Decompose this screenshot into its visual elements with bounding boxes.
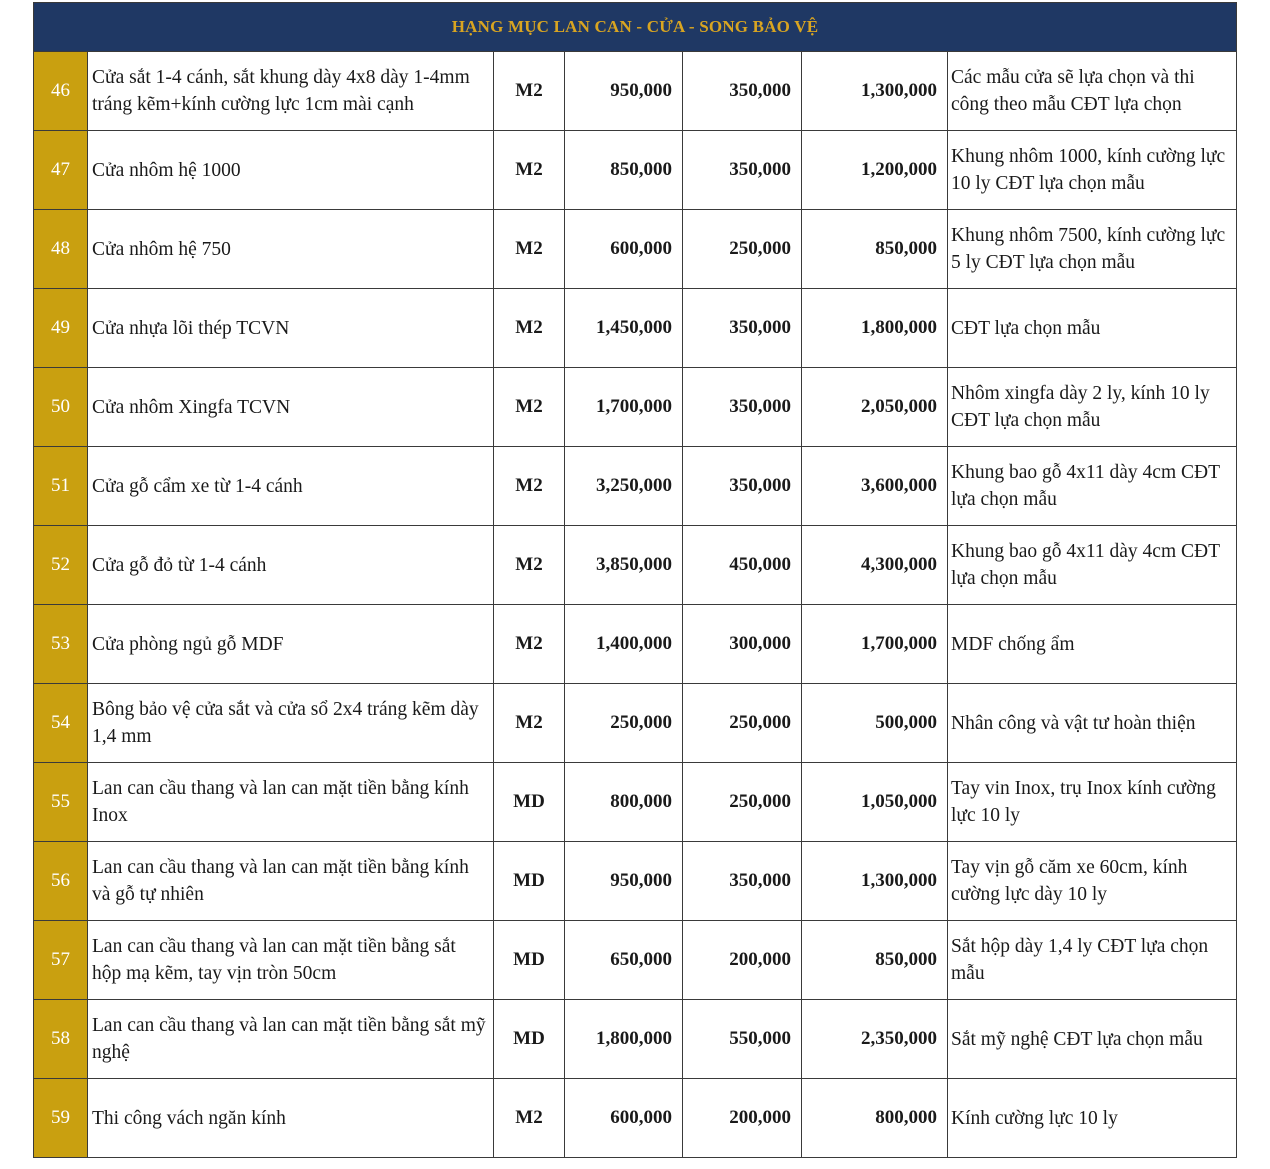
table-row: [34, 131, 1237, 210]
material-price: 950,000: [565, 842, 683, 921]
table-row: [34, 605, 1237, 684]
table-row: [34, 368, 1237, 447]
item-name: Lan can cầu thang và lan can mặt tiền bằng sắt mỹ nghệ: [88, 1000, 494, 1079]
total-price: 2,350,000: [802, 1000, 948, 1079]
labor-price: 300,000: [683, 605, 802, 684]
table-row: [34, 1079, 1237, 1158]
table-row: [34, 921, 1237, 1000]
table-row: [34, 1000, 1237, 1079]
item-name: Lan can cầu thang và lan can mặt tiền bằng sắt hộp mạ kẽm, tay vịn tròn 50cm: [88, 921, 494, 1000]
item-name: Cửa gỗ cẩm xe từ 1-4 cánh: [88, 447, 494, 526]
note: Sắt hộp dày 1,4 ly CĐT lựa chọn mẫu: [948, 921, 1237, 1000]
material-price: 600,000: [565, 210, 683, 289]
price-table: [33, 2, 1237, 1158]
labor-price: 350,000: [683, 131, 802, 210]
total-price: 1,800,000: [802, 289, 948, 368]
row-number: 48: [34, 210, 88, 289]
unit: M2: [494, 131, 565, 210]
table-row: [34, 210, 1237, 289]
unit: M2: [494, 52, 565, 131]
labor-price: 350,000: [683, 368, 802, 447]
total-price: 850,000: [802, 921, 948, 1000]
material-price: 1,400,000: [565, 605, 683, 684]
item-name: Cửa nhôm hệ 750: [88, 210, 494, 289]
note: Tay vin Inox, trụ Inox kính cường lực 10 ly: [948, 763, 1237, 842]
unit: MD: [494, 921, 565, 1000]
labor-price: 200,000: [683, 1079, 802, 1158]
item-name: Cửa nhôm hệ 1000: [88, 131, 494, 210]
table-row: [34, 447, 1237, 526]
total-price: 3,600,000: [802, 447, 948, 526]
material-price: 600,000: [565, 1079, 683, 1158]
row-number: 54: [34, 684, 88, 763]
material-price: 1,700,000: [565, 368, 683, 447]
row-number: 46: [34, 52, 88, 131]
note: Kính cường lực 10 ly: [948, 1079, 1237, 1158]
total-price: 4,300,000: [802, 526, 948, 605]
note: Nhôm xingfa dày 2 ly, kính 10 ly CĐT lựa chọn mẫu: [948, 368, 1237, 447]
unit: M2: [494, 526, 565, 605]
total-price: 1,200,000: [802, 131, 948, 210]
total-price: 800,000: [802, 1079, 948, 1158]
total-price: 1,700,000: [802, 605, 948, 684]
item-name: Bông bảo vệ cửa sắt và cửa sổ 2x4 tráng kẽm dày 1,4 mm: [88, 684, 494, 763]
total-price: 500,000: [802, 684, 948, 763]
item-name: Cửa gỗ đỏ từ 1-4 cánh: [88, 526, 494, 605]
total-price: 1,050,000: [802, 763, 948, 842]
row-number: 59: [34, 1079, 88, 1158]
material-price: 950,000: [565, 52, 683, 131]
material-price: 250,000: [565, 684, 683, 763]
unit: M2: [494, 684, 565, 763]
material-price: 850,000: [565, 131, 683, 210]
labor-price: 350,000: [683, 52, 802, 131]
total-price: 1,300,000: [802, 52, 948, 131]
labor-price: 250,000: [683, 763, 802, 842]
labor-price: 450,000: [683, 526, 802, 605]
row-number: 53: [34, 605, 88, 684]
note: MDF chống ẩm: [948, 605, 1237, 684]
note: Khung nhôm 7500, kính cường lực 5 ly CĐT lựa chọn mẫu: [948, 210, 1237, 289]
labor-price: 350,000: [683, 289, 802, 368]
table-row: [34, 684, 1237, 763]
item-name: Thi công vách ngăn kính: [88, 1079, 494, 1158]
unit: MD: [494, 1000, 565, 1079]
unit: MD: [494, 842, 565, 921]
note: CĐT lựa chọn mẫu: [948, 289, 1237, 368]
note: Nhân công và vật tư hoàn thiện: [948, 684, 1237, 763]
table-row: [34, 289, 1237, 368]
material-price: 3,850,000: [565, 526, 683, 605]
unit: M2: [494, 447, 565, 526]
item-name: Lan can cầu thang và lan can mặt tiền bằng kính Inox: [88, 763, 494, 842]
labor-price: 550,000: [683, 1000, 802, 1079]
row-number: 56: [34, 842, 88, 921]
item-name: Lan can cầu thang và lan can mặt tiền bằng kính và gỗ tự nhiên: [88, 842, 494, 921]
row-number: 49: [34, 289, 88, 368]
unit: M2: [494, 368, 565, 447]
row-number: 51: [34, 447, 88, 526]
note: Tay vịn gỗ căm xe 60cm, kính cường lực dày 10 ly: [948, 842, 1237, 921]
row-number: 50: [34, 368, 88, 447]
table-row: [34, 763, 1237, 842]
material-price: 3,250,000: [565, 447, 683, 526]
note: Sắt mỹ nghệ CĐT lựa chọn mẫu: [948, 1000, 1237, 1079]
unit: M2: [494, 1079, 565, 1158]
row-number: 57: [34, 921, 88, 1000]
labor-price: 250,000: [683, 684, 802, 763]
table-row: [34, 52, 1237, 131]
table-row: [34, 842, 1237, 921]
material-price: 800,000: [565, 763, 683, 842]
note: Khung bao gỗ 4x11 dày 4cm CĐT lựa chọn mẫu: [948, 447, 1237, 526]
table-row: [34, 526, 1237, 605]
row-number: 58: [34, 1000, 88, 1079]
row-number: 47: [34, 131, 88, 210]
table-header-row: [34, 3, 1237, 52]
unit: M2: [494, 210, 565, 289]
unit: M2: [494, 605, 565, 684]
material-price: 1,800,000: [565, 1000, 683, 1079]
item-name: Cửa phòng ngủ gỗ MDF: [88, 605, 494, 684]
material-price: 1,450,000: [565, 289, 683, 368]
unit: MD: [494, 763, 565, 842]
labor-price: 350,000: [683, 447, 802, 526]
note: Khung bao gỗ 4x11 dày 4cm CĐT lựa chọn mẫu: [948, 526, 1237, 605]
item-name: Cửa sắt 1-4 cánh, sắt khung dày 4x8 dày 1-4mm tráng kẽm+kính cường lực 1cm mài cạnh: [88, 52, 494, 131]
total-price: 850,000: [802, 210, 948, 289]
labor-price: 350,000: [683, 842, 802, 921]
row-number: 55: [34, 763, 88, 842]
unit: M2: [494, 289, 565, 368]
section-title: HẠNG MỤC LAN CAN - CỬA - SONG BẢO VỆ: [34, 3, 1237, 52]
item-name: Cửa nhôm Xingfa TCVN: [88, 368, 494, 447]
total-price: 2,050,000: [802, 368, 948, 447]
labor-price: 250,000: [683, 210, 802, 289]
material-price: 650,000: [565, 921, 683, 1000]
note: Các mẫu cửa sẽ lựa chọn và thi công theo mẫu CĐT lựa chọn: [948, 52, 1237, 131]
item-name: Cửa nhựa lõi thép TCVN: [88, 289, 494, 368]
note: Khung nhôm 1000, kính cường lực 10 ly CĐT lựa chọn mẫu: [948, 131, 1237, 210]
labor-price: 200,000: [683, 921, 802, 1000]
total-price: 1,300,000: [802, 842, 948, 921]
row-number: 52: [34, 526, 88, 605]
